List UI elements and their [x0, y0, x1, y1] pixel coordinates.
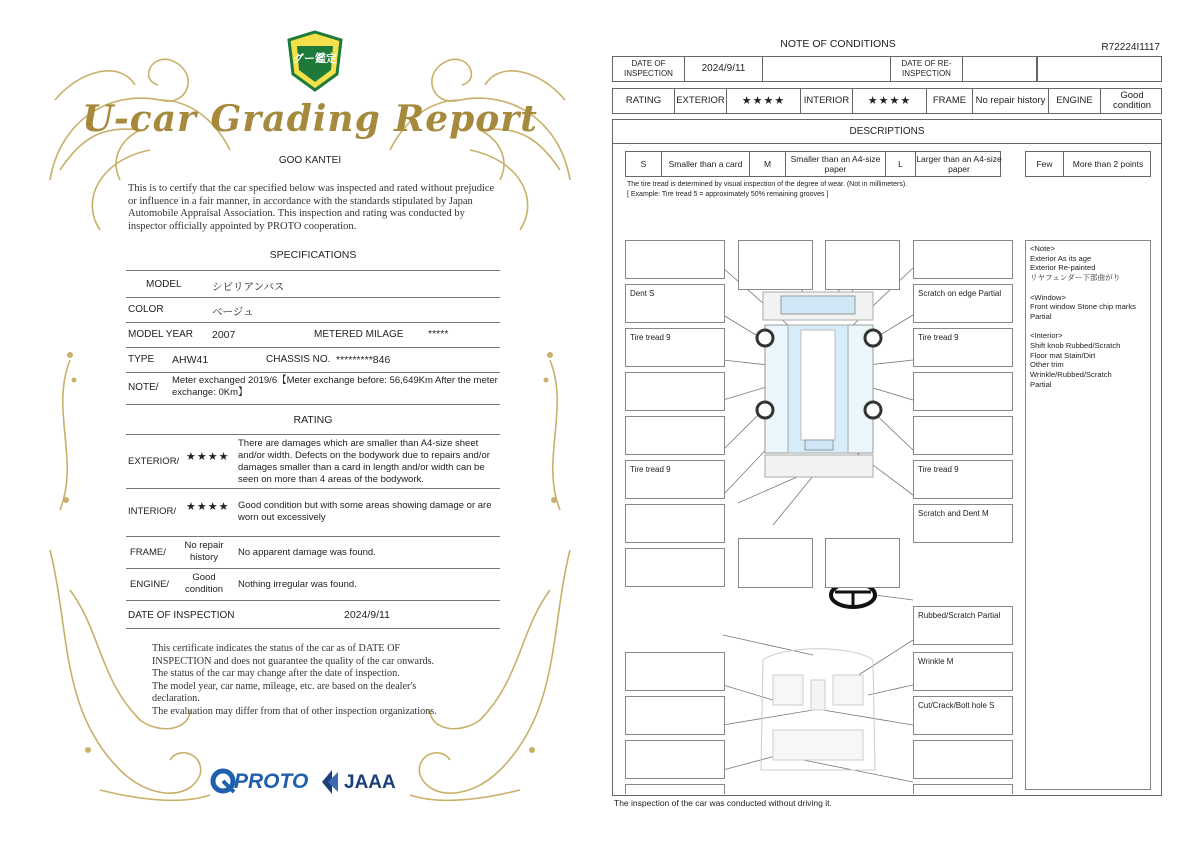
chassis-label: CHASSIS NO. — [266, 354, 331, 365]
damage-box — [625, 740, 725, 779]
damage-label: Rubbed/Scratch Partial — [918, 611, 1001, 620]
damage-box — [913, 240, 1013, 279]
spec-row-model — [126, 270, 500, 298]
note-of-conditions-sheet — [612, 32, 1164, 812]
damage-box-wrinkle — [913, 652, 1013, 691]
damage-box-tire-rl — [625, 460, 725, 499]
descriptions-panel — [612, 119, 1162, 796]
date-inspection-label: DATE OF INSPECTION — [613, 57, 685, 81]
legend-l: L — [886, 152, 916, 176]
interior-stars: ★★★★ — [186, 501, 230, 513]
proto-logo-icon — [210, 768, 236, 794]
exterior-desc: There are damages which are smaller than A4-size sheet and/or width. Defects on the bodywork due to repairs and/or damages smaller than a card in length and/or width can be seen on more than 4 areas of the bodywork. — [238, 438, 490, 485]
disclaimer-line: The status of the car may change after the date of inspection. — [152, 668, 400, 679]
damage-box-scratch-dent — [913, 504, 1013, 543]
damage-label: Dent S — [630, 289, 655, 298]
date-blank — [763, 57, 891, 81]
engine-label: ENGINE — [1049, 89, 1101, 113]
vehicle-top-view — [757, 292, 881, 477]
frame-label: FRAME — [927, 89, 973, 113]
damage-box — [625, 784, 725, 794]
damage-box-rubbed-scratch — [913, 606, 1013, 645]
jaaa-logo-icon — [320, 768, 342, 796]
badge-text: グー鑑定 — [293, 53, 337, 65]
damage-label: Tire tread 9 — [630, 465, 671, 474]
damage-label: Wrinkle M — [918, 657, 954, 666]
spec-row-note — [126, 373, 500, 405]
damage-box — [625, 696, 725, 735]
rating-heading: RATING — [293, 414, 333, 426]
interior-desc: Good condition but with some areas showing damage or are worn out excessively — [238, 500, 492, 523]
spec-row-type-chassis — [126, 348, 500, 373]
engine-desc: Nothing irregular was found. — [238, 579, 357, 590]
proto-logo-text: PROTO — [234, 770, 309, 793]
damage-box-cut-crack — [913, 696, 1013, 735]
sheet-ref: R72224I1117 — [1101, 42, 1160, 53]
exterior-stars: ★★★★ — [727, 89, 801, 113]
damage-box — [913, 740, 1013, 779]
note-line: <Interior> — [1030, 331, 1063, 341]
damage-box-scratch-edge — [913, 284, 1013, 323]
note-line: Floor mat Stain/Dirt — [1030, 350, 1096, 360]
grading-certificate — [40, 30, 580, 820]
damage-box — [738, 240, 813, 290]
tread-note-2: [ Example: Tire tread 5 = approximately 50% remaining grooves ] — [627, 191, 829, 198]
damage-label: Tire tread 9 — [918, 465, 959, 474]
damage-box — [825, 240, 900, 290]
frame-value: No repair history — [184, 540, 224, 563]
exterior-label: EXTERIOR/ — [128, 456, 180, 467]
note-line: <Note> — [1030, 244, 1055, 253]
jaaa-logo-text: JAAA — [344, 772, 396, 793]
note-line: Other trim — [1030, 360, 1064, 370]
disclaimer-line: declaration. — [152, 693, 200, 704]
damage-box-dent — [625, 284, 725, 323]
note-line: Partial — [1030, 379, 1052, 389]
rating-label: RATING — [613, 89, 675, 113]
note-line: Exterior As its age — [1030, 253, 1092, 263]
note-line: Partial — [1030, 311, 1052, 321]
color-label: COLOR — [128, 304, 164, 315]
damage-box-tire-fl — [625, 328, 725, 367]
rating-row-exterior — [126, 434, 500, 489]
engine-value: Good condition — [1112, 89, 1152, 111]
type-value: AHW41 — [172, 354, 209, 366]
damage-box — [738, 538, 813, 588]
mileage-label: METERED MILAGE — [314, 329, 404, 340]
frame-desc: No apparent damage was found. — [238, 547, 376, 558]
damage-box — [913, 372, 1013, 411]
note-line: Wrinkle/Rubbed/Scratch — [1030, 370, 1112, 380]
date-inspection-value: 2024/9/11 — [685, 57, 763, 81]
disclaimer — [152, 643, 492, 718]
damage-label: Scratch and Dent M — [918, 509, 989, 518]
exterior-label: EXTERIOR — [675, 89, 727, 113]
damage-box — [625, 416, 725, 455]
engine-label: ENGINE/ — [130, 579, 170, 590]
damage-box-tire-fr — [913, 328, 1013, 367]
notes-panel — [1025, 240, 1151, 790]
note-line: Front window Stone chip marks — [1030, 302, 1136, 312]
note-line: Shift knob Rubbed/Scratch — [1030, 341, 1121, 350]
date-label: DATE OF INSPECTION — [128, 610, 235, 621]
legend-m: M — [750, 152, 786, 176]
chassis-value: *********846 — [336, 354, 391, 366]
reinspection-label: DATE OF RE-INSPECTION — [891, 57, 963, 81]
reinspection-value — [963, 57, 1037, 81]
interior-label: INTERIOR/ — [128, 506, 177, 517]
damage-box — [913, 784, 1013, 794]
damage-box — [913, 416, 1013, 455]
rating-row-interior — [126, 489, 500, 537]
damage-label: Cut/Crack/Bolt hole S — [918, 701, 995, 710]
disclaimer-line: The model year, car name, mileage, etc. are based on the dealer's — [152, 680, 417, 692]
damage-box — [625, 548, 725, 587]
interior-label: INTERIOR — [801, 89, 853, 113]
report-subtitle: GOO KANTEI — [278, 155, 342, 166]
damage-box — [625, 240, 725, 279]
model-label: MODEL — [146, 279, 182, 290]
rating-row-engine — [126, 569, 500, 601]
disclaimer-line: INSPECTION and does not guarantee the quality of the car onwards. — [152, 655, 435, 667]
damage-box — [625, 504, 725, 543]
disclaimer-line: The evaluation may differ from that of other inspection organizations. — [152, 705, 437, 717]
spec-row-year-mileage — [126, 323, 500, 348]
damage-label: Tire tread 9 — [918, 333, 959, 342]
spec-row-color — [126, 298, 500, 323]
note-line: Exterior Re-painted — [1030, 263, 1096, 273]
interior-diagram — [761, 649, 875, 770]
damage-box — [625, 652, 725, 691]
note-label: NOTE/ — [128, 382, 159, 393]
interior-stars: ★★★★ — [853, 89, 927, 113]
exterior-stars: ★★★★ — [186, 451, 230, 463]
date-row — [612, 56, 1162, 82]
note-spacer — [1030, 322, 1146, 332]
model-year-label: MODEL YEAR — [128, 329, 194, 340]
mileage-value: ***** — [428, 328, 449, 340]
rating-row-frame — [126, 537, 500, 569]
color-value: ベージュ — [212, 306, 254, 318]
damage-box-tire-rr — [913, 460, 1013, 499]
sheet-title: NOTE OF CONDITIONS — [780, 38, 896, 50]
frame-value: No repair history — [973, 89, 1049, 113]
engine-value: Good condition — [184, 572, 224, 595]
rating-row-date — [126, 601, 500, 629]
specifications-heading: SPECIFICATIONS — [269, 249, 357, 261]
rating-row — [612, 88, 1162, 114]
certificate-intro: This is to certify that the car specified below was inspected and rated without prejudice or influence in a fair manner, in accordance with the standards stipulated by Japan Automobile Appraisal Association. This inspection and rating was conducted by inspector officially appointed by PROTO cooperation. — [128, 183, 495, 232]
note-line: <Window> — [1030, 292, 1066, 302]
type-label: TYPE — [128, 354, 155, 365]
model-year-value: 2007 — [212, 329, 236, 341]
note-line: リヤフェンダー下部曲がり — [1030, 273, 1121, 283]
frame-label: FRAME/ — [130, 547, 166, 558]
note-value: Meter exchanged 2019/6【Meter exchange before: 56,649Km After the meter exchange: 0Km】 — [172, 375, 498, 398]
legend-l-desc: Larger than an A4-size paper — [916, 153, 1002, 174]
damage-box — [825, 538, 900, 588]
report-title: U-car Grading Report — [82, 98, 538, 140]
descriptions-heading: DESCRIPTIONS — [613, 120, 1161, 144]
disclaimer-line: This certificate indicates the status of the car as of DATE OF — [152, 643, 401, 654]
legend-s-desc: Smaller than a card — [662, 152, 750, 176]
legend-few: Few — [1026, 152, 1064, 176]
legend-m-desc: Smaller than an A4-size paper — [786, 152, 886, 176]
damage-box — [625, 372, 725, 411]
legend-s: S — [626, 152, 662, 176]
sheet-footer: The inspection of the car was conducted without driving it. — [614, 798, 832, 808]
date-value: 2024/9/11 — [344, 609, 390, 621]
note-spacer — [1030, 283, 1146, 293]
reinspection-blank — [1037, 57, 1163, 81]
damage-label: Scratch on edge Partial — [918, 289, 1002, 298]
damage-label: Tire tread 9 — [630, 333, 671, 342]
tread-note-1: The tire tread is determined by visual inspection of the degree of wear. (Not in millimeters). — [627, 181, 908, 188]
model-value: シビリアンバス — [212, 281, 285, 293]
legend-few-desc: More than 2 points — [1072, 158, 1144, 169]
